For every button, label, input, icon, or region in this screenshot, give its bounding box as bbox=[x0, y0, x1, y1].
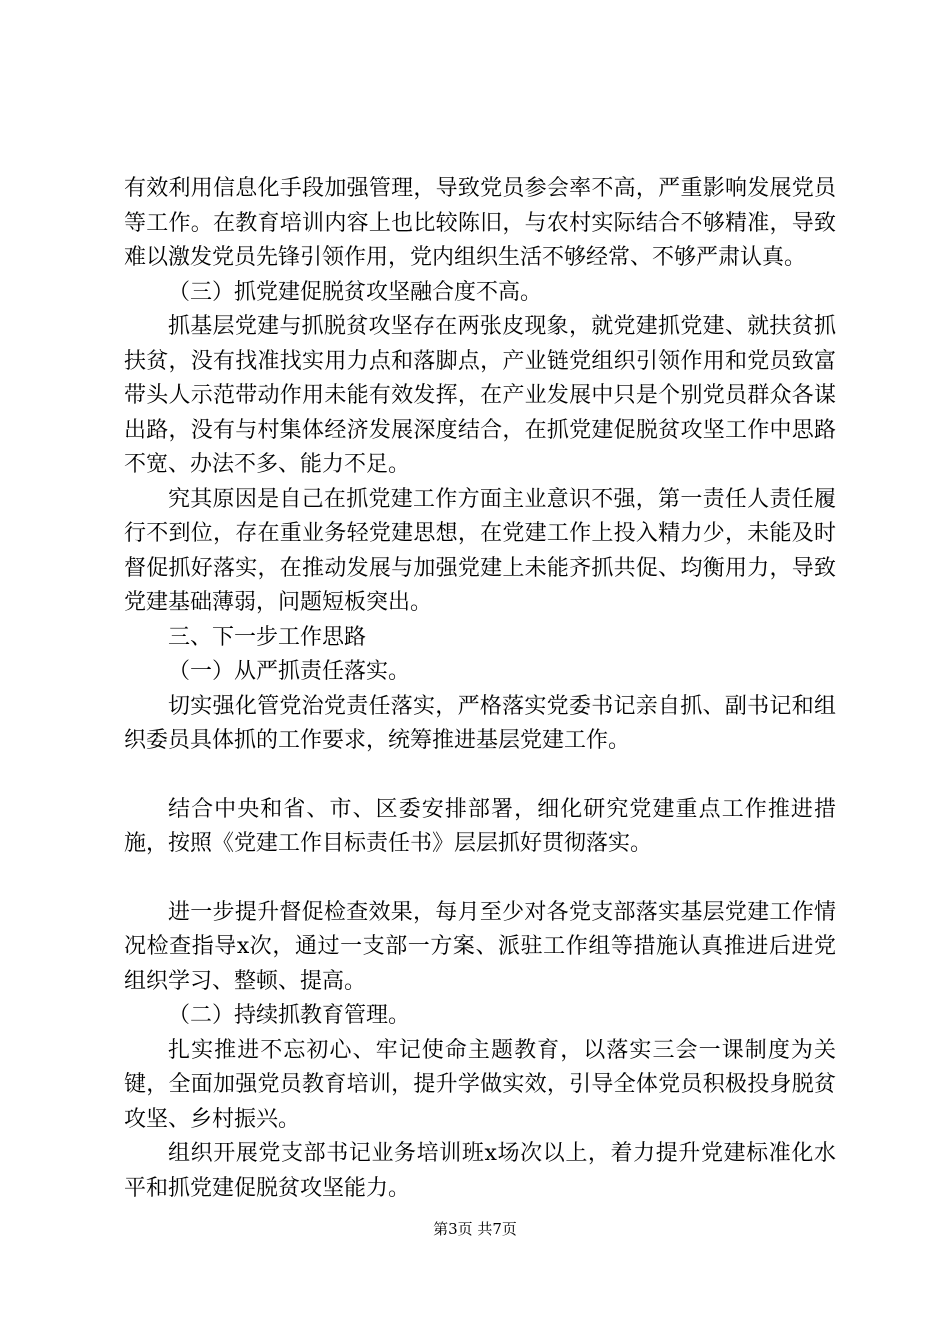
paragraph: 究其原因是自己在抓党建工作方面主业意识不强，第一责任人责任履行不到位，存在重业务轻党建思想，在党建工作上投入精力少，未能及时督促抓好落实，在推动发展与加强党建上未能齐抓共促、均衡用力，导致党建基础薄弱，问题短板突出。 bbox=[124, 486, 836, 615]
page-footer: 第3页 共7页 bbox=[433, 1220, 517, 1238]
paragraph: 切实强化管党治党责任落实，严格落实党委书记亲自抓、副书记和组织委员具体抓的工作要求，统筹推进基层党建工作。 bbox=[124, 693, 836, 753]
section-heading-2: （二）持续抓教育管理。 bbox=[168, 1003, 411, 1028]
paragraph-gap bbox=[124, 759, 836, 793]
section-heading-3: （三）抓党建促脱贫攻坚融合度不高。 bbox=[168, 279, 543, 305]
document-body bbox=[124, 172, 836, 1206]
paragraph: 结合中央和省、市、区委安排部署，细化研究党建重点工作推进措施，按照《党建工作目标责任书》层层抓好贯彻落实。 bbox=[124, 796, 836, 856]
paragraph: 进一步提升督促检查效果，每月至少对各党支部落实基层党建工作情况检查指导x次，通过一支部一方案、派驻工作组等措施认真推进后进党组织学习、整顿、提高。 bbox=[124, 899, 836, 994]
paragraph: 扎实推进不忘初心、牢记使命主题教育，以落实三会一课制度为关键，全面加强党员教育培训，提升学做实效，引导全体党员积极投身脱贫攻坚、乡村振兴。 bbox=[124, 1037, 836, 1132]
chapter-heading: 三、下一步工作思路 bbox=[168, 624, 367, 650]
paragraph: 组织开展党支部书记业务培训班x场次以上，着力提升党建标准化水平和抓党建促脱贫攻坚能力。 bbox=[124, 1141, 836, 1201]
paragraph: 抓基层党建与抓脱贫攻坚存在两张皮现象，就党建抓党建、就扶贫抓扶贫，没有找准找实用力点和落脚点，产业链党组织引领作用和党员致富带头人示范带动作用未能有效发挥，在产业发展中只是个别党员群众各谋出路，没有与村集体经济发展深度结合，在抓党建促脱贫攻坚工作中思路不宽、办法不多、能力不足。 bbox=[124, 314, 836, 477]
section-heading-1: （一）从严抓责任落实。 bbox=[168, 659, 411, 684]
paragraph-gap bbox=[124, 862, 836, 896]
paragraph-continuation: 有效利用信息化手段加强管理，导致党员参会率不高，严重影响发展党员等工作。在教育培训内容上也比较陈旧，与农村实际结合不够精准，导致难以激发党员先锋引领作用，党内组织生活不够经常、不够严肃认真。 bbox=[124, 176, 836, 270]
